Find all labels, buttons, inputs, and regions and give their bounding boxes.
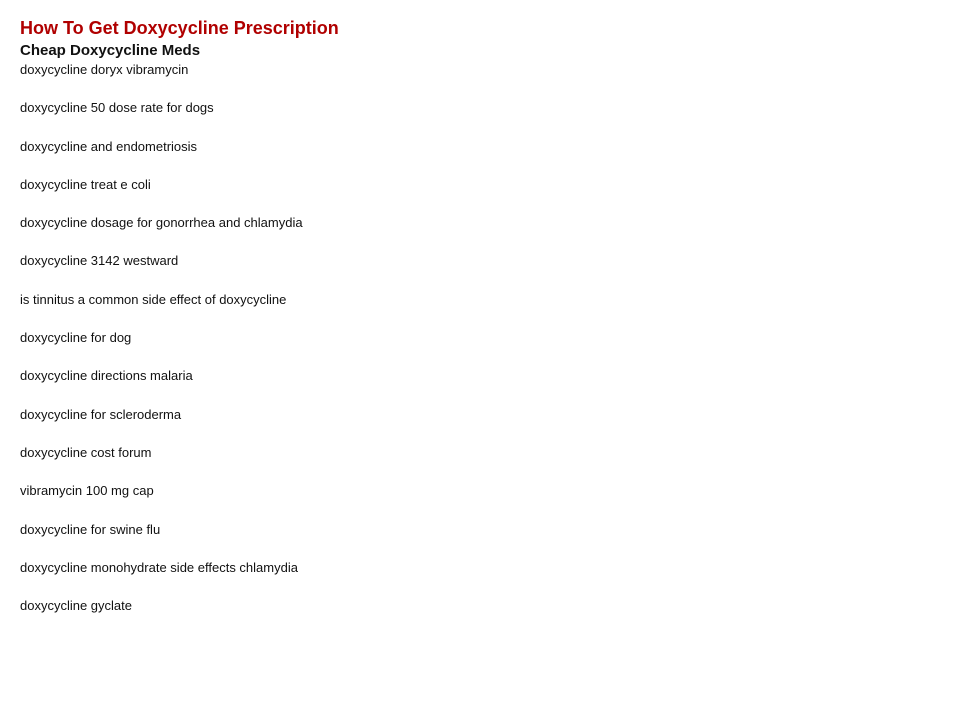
list-item: doxycycline gyclate	[20, 598, 132, 614]
list-item: doxycycline for swine flu	[20, 521, 161, 537]
list-item: doxycycline dosage for gonorrhea and chlamydia	[20, 215, 303, 231]
list-item: doxycycline and endometriosis	[20, 138, 198, 154]
page-title: How To Get Doxycycline Prescription	[20, 18, 339, 38]
list-item: doxycycline for dog	[20, 330, 132, 346]
list-item: doxycycline 3142 westward	[20, 253, 179, 269]
list-item: doxycycline directions malaria	[20, 368, 193, 384]
page-subtitle: Cheap Doxycycline Meds	[20, 42, 201, 59]
list-item: doxycycline doryx vibramycin	[20, 62, 189, 77]
list-item: doxycycline cost forum	[20, 444, 152, 460]
list-item: doxycycline 50 dose rate for dogs	[20, 100, 214, 116]
keyword-list	[20, 62, 920, 614]
list-item: vibramycin 100 mg cap	[20, 483, 154, 499]
list-item: doxycycline treat e coli	[20, 176, 151, 192]
list-item: doxycycline for scleroderma	[20, 406, 182, 422]
page-content	[20, 16, 920, 614]
list-item: is tinnitus a common side effect of doxycycline	[20, 291, 287, 307]
list-item: doxycycline monohydrate side effects chlamydia	[20, 559, 298, 575]
